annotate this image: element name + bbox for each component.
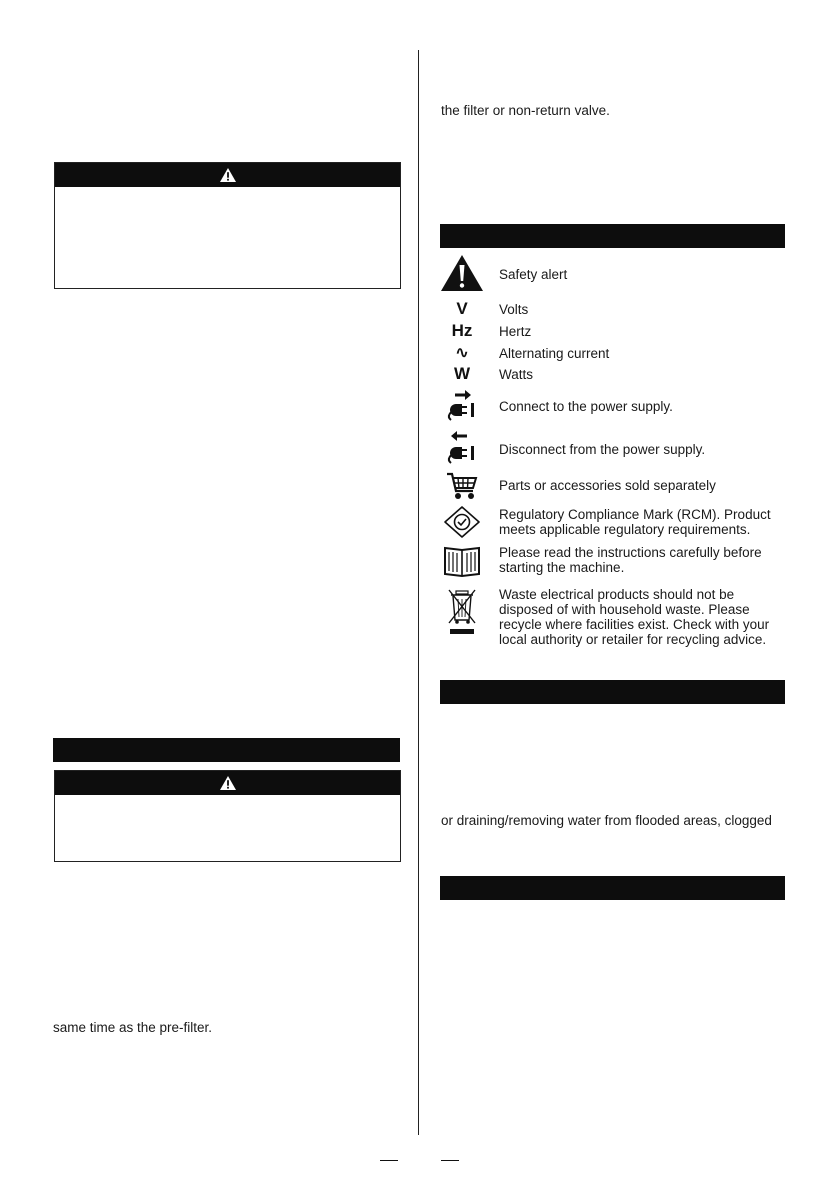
disconnect-power-icon bbox=[445, 431, 479, 465]
symbol-label-line-2: meets applicable regulatory requirements. bbox=[499, 522, 751, 537]
weee-bin-icon bbox=[447, 587, 477, 635]
symbol-label: Safety alert bbox=[499, 267, 568, 282]
warning-triangle-icon bbox=[219, 167, 237, 183]
symbols-section-bar bbox=[440, 224, 785, 248]
symbol-label-line-2: disposed of with household waste. Please bbox=[499, 602, 750, 617]
text-fragment-mid: or draining/removing water from flooded areas, clogged bbox=[441, 813, 772, 828]
symbol-label: Connect to the power supply. bbox=[499, 399, 673, 414]
warning-box-header bbox=[55, 163, 400, 187]
symbol-row-watts bbox=[436, 364, 796, 384]
text-fragment: same time as the pre-filter. bbox=[53, 1020, 213, 1035]
text-fragment-top: the filter or non-return valve. bbox=[441, 103, 610, 118]
volts-icon: V bbox=[456, 299, 468, 318]
shopping-cart-icon bbox=[445, 471, 479, 501]
section-bar-1 bbox=[53, 738, 400, 762]
symbol-row-hertz bbox=[436, 321, 796, 341]
symbol-label: Volts bbox=[499, 302, 529, 317]
connect-power-icon bbox=[445, 390, 479, 422]
symbol-label-line-2: starting the machine. bbox=[499, 560, 625, 575]
symbol-label: Watts bbox=[499, 367, 534, 382]
symbol-label: Disconnect from the power supply. bbox=[499, 442, 706, 457]
symbol-row-weee bbox=[436, 586, 796, 650]
warning-triangle-icon bbox=[219, 775, 237, 791]
section-bar-3 bbox=[440, 876, 785, 900]
watts-icon: W bbox=[453, 364, 471, 383]
symbol-label-line-4: local authority or retailer for recycling advice. bbox=[499, 632, 767, 647]
symbol-row-manual bbox=[436, 543, 796, 579]
column-divider bbox=[418, 50, 419, 1135]
symbol-label-line-1: Regulatory Compliance Mark (RCM). Product bbox=[499, 507, 771, 522]
alternating-current-icon: ∿ bbox=[454, 343, 470, 362]
symbol-label-line-1: Waste electrical products should not be bbox=[499, 587, 735, 602]
symbol-row-rcm bbox=[436, 505, 796, 539]
symbol-row-safety-alert bbox=[436, 254, 796, 292]
symbol-row-connect bbox=[436, 389, 796, 423]
symbol-label: Hertz bbox=[499, 324, 532, 339]
symbol-row-alternating-current bbox=[436, 343, 796, 363]
warning-box-header bbox=[55, 771, 400, 795]
page-number-mark-left bbox=[380, 1160, 398, 1161]
symbol-label: Parts or accessories sold separately bbox=[499, 478, 716, 493]
manual-book-icon bbox=[442, 544, 482, 578]
warning-box-2 bbox=[54, 770, 401, 862]
symbol-label-line-3: recycle where facilities exist. Check with your bbox=[499, 617, 770, 632]
symbol-row-volts bbox=[436, 299, 796, 319]
symbol-row-cart bbox=[436, 471, 796, 501]
symbol-label: Alternating current bbox=[499, 346, 610, 361]
hertz-icon: Hz bbox=[451, 321, 473, 340]
symbol-label-line-1: Please read the instructions carefully before bbox=[499, 545, 762, 560]
warning-box-1 bbox=[54, 162, 401, 289]
rcm-mark-icon bbox=[443, 505, 481, 539]
section-bar-2 bbox=[440, 680, 785, 704]
page-number-mark-right bbox=[441, 1160, 459, 1161]
symbol-row-disconnect bbox=[436, 430, 796, 466]
safety-alert-icon bbox=[440, 254, 484, 292]
